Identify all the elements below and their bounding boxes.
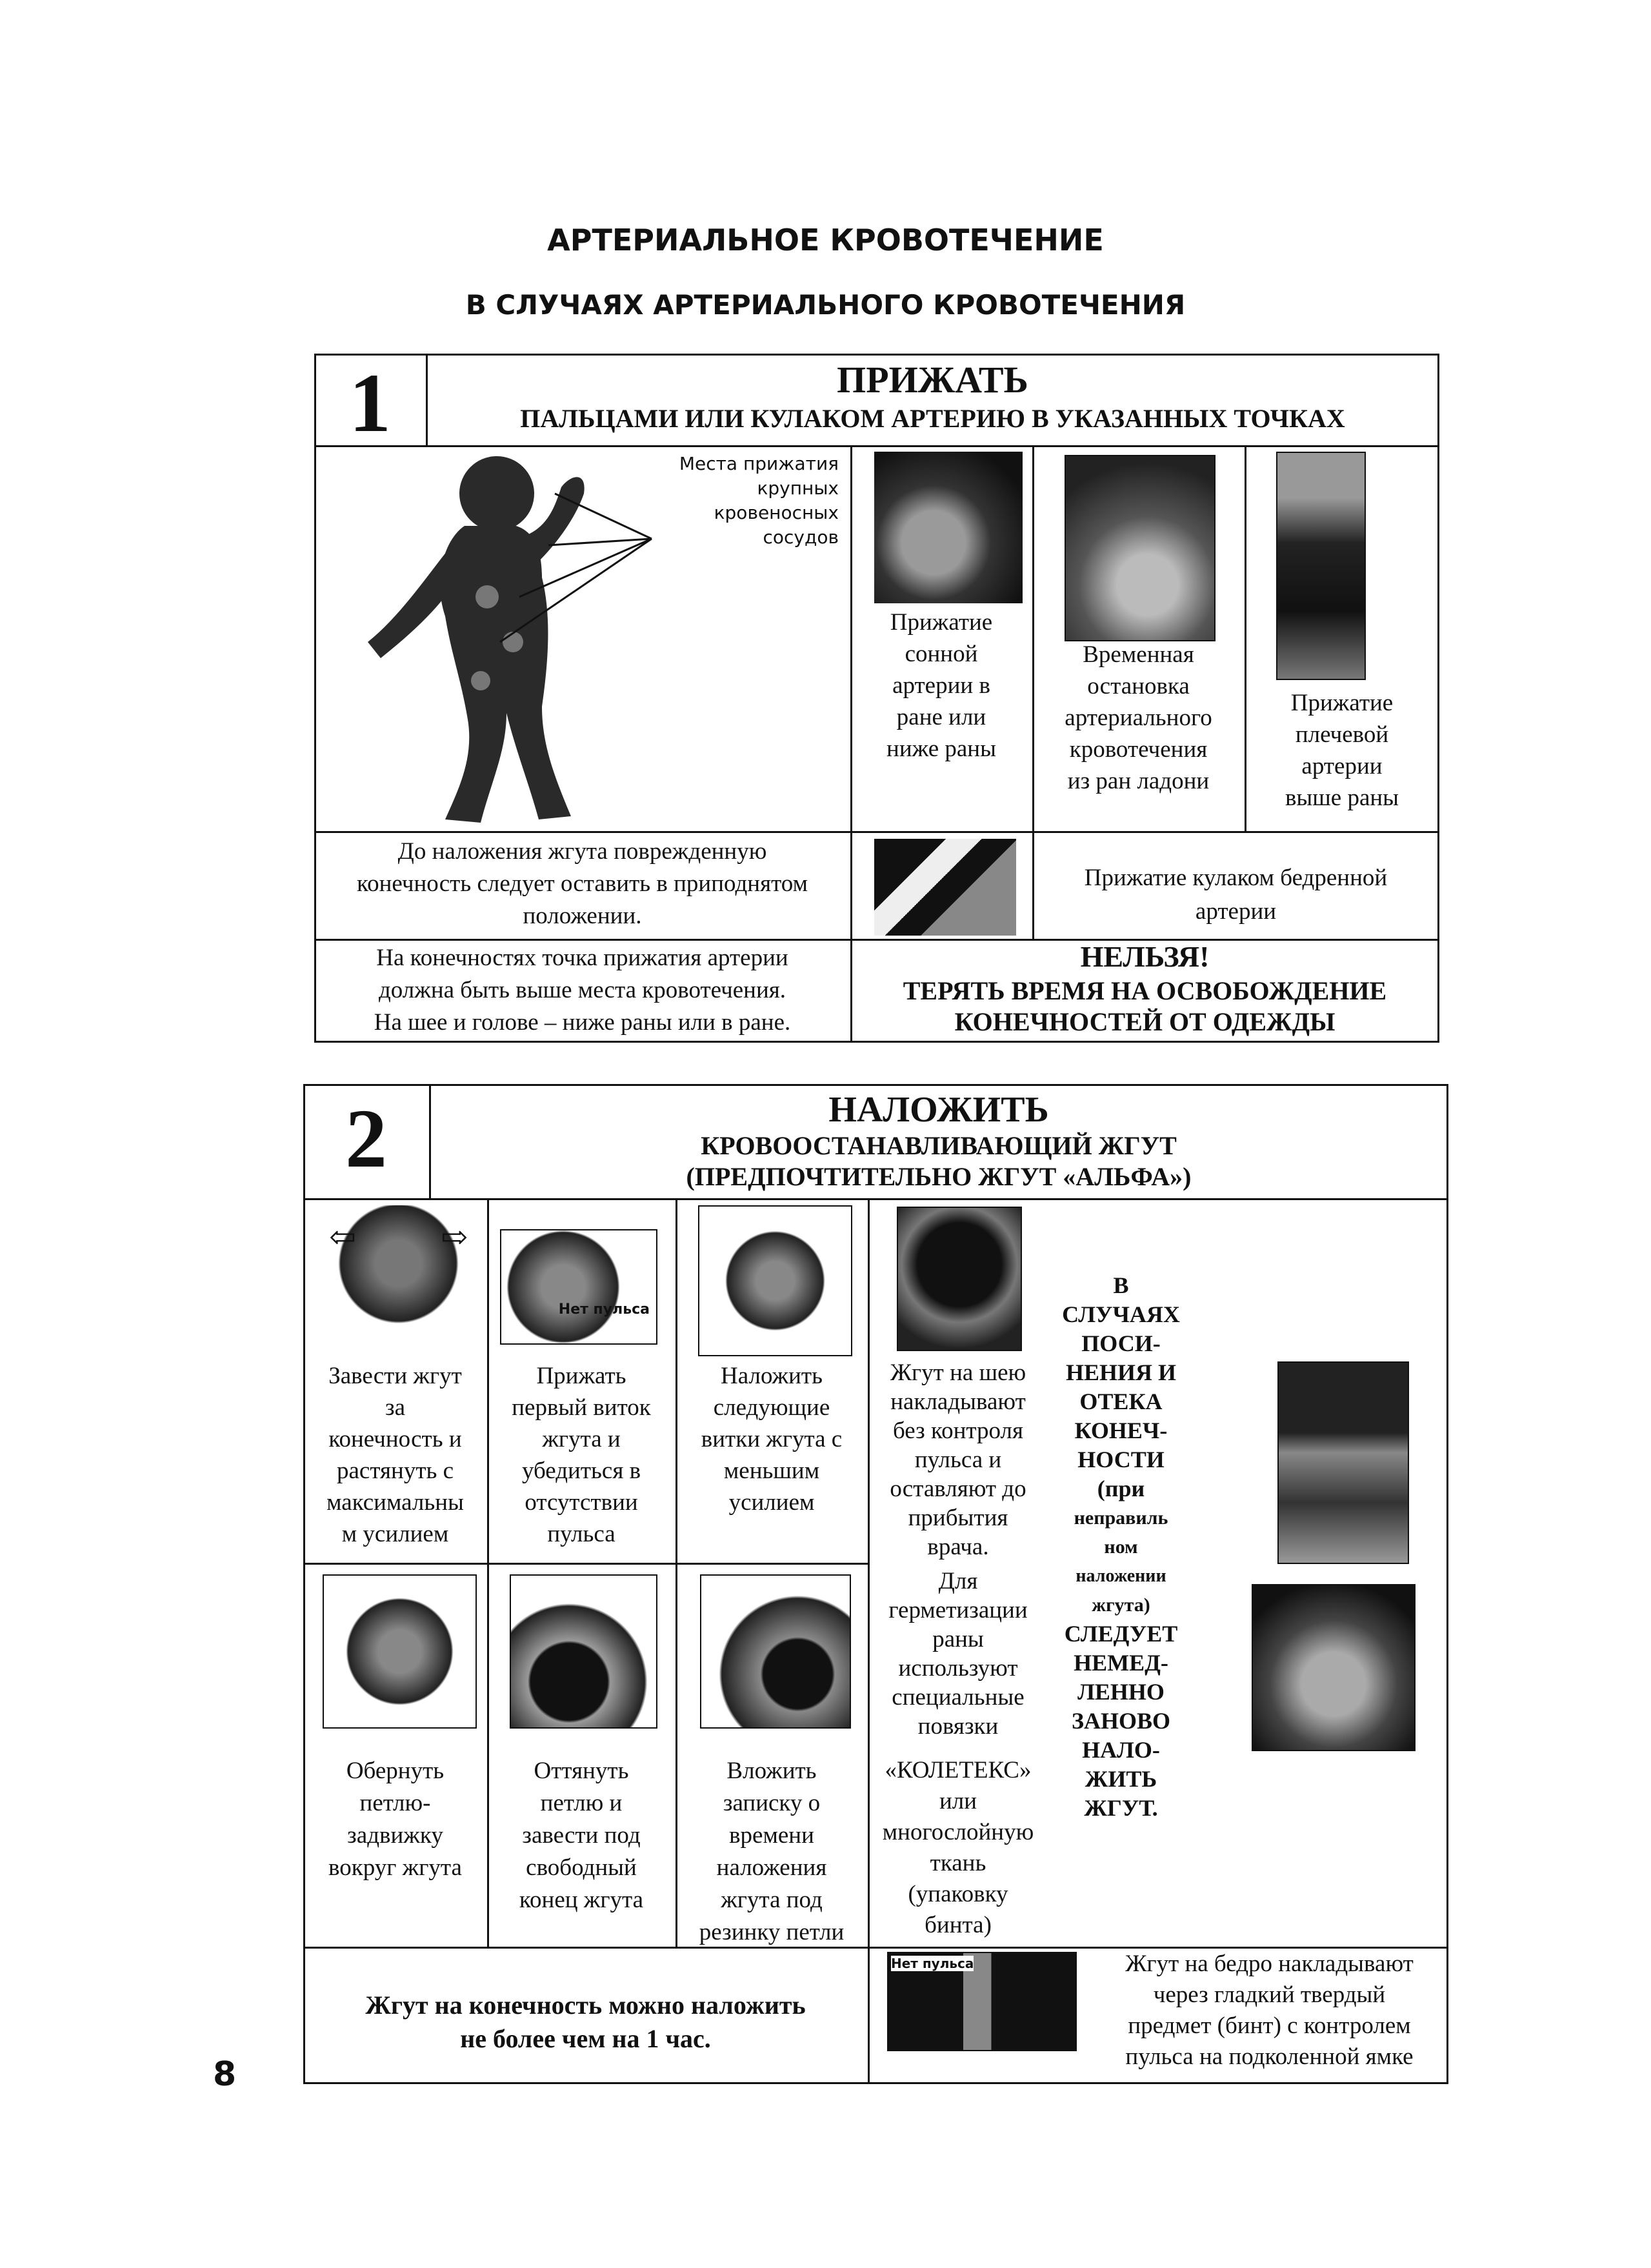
vessel-label-line: крупных [757,477,839,499]
caption-line: петлю и [540,1790,623,1816]
caption-line: Прижатие [890,609,993,636]
palm-wound-photo [1065,455,1216,641]
caption-line: вокруг жгута [328,1854,462,1881]
reapplied-tourniquet-photo [1252,1584,1416,1751]
caption-line: задвижку [347,1822,443,1849]
note-line: КОНЕЧ- [1074,1418,1168,1443]
reapply-warning-note [1048,1271,1194,1823]
carotid-compression-photo [874,452,1023,603]
section-1-heading: ПРИЖАТЬ [837,359,1028,401]
caption-line: Прижать [536,1363,626,1389]
caption-line: ткань [930,1850,986,1876]
note-line: До наложения жгута поврежденную [397,838,767,865]
compression-point-note [314,942,850,1039]
caption-line: или [939,1788,977,1814]
note-line: жгута) [1092,1594,1150,1616]
note-line: СЛУЧАЯХ [1062,1301,1180,1327]
thigh-tourniquet-photo [887,1952,1077,2051]
caption-line: плечевой [1295,721,1389,748]
warning-title: НЕЛЬЗЯ! [1080,940,1210,973]
caption-line: Прижатие [1290,690,1394,716]
caption-line: жгута и [542,1426,621,1452]
caption-line: используют [898,1655,1018,1681]
caption-line: врача. [927,1534,989,1560]
vessel-label-line: сосудов [763,527,839,548]
caption-line: «КОЛЕТЕКС» [885,1757,1032,1783]
note-line: предмет (бинт) с контролем [1128,2012,1411,2039]
caption-line: пульса и [914,1447,1002,1473]
note-line: НЕНИЯ И [1065,1360,1177,1385]
section-2-subheading-alpha: (ПРЕДПОЧТИТЕЛЬНО ЖГУТ «АЛЬФА») [686,1162,1192,1191]
caption-line: прибытия [908,1505,1008,1531]
caption-line: артерии в [892,672,990,699]
first-turn-photo [500,1229,657,1345]
arrow-right-icon: ⇨ [441,1219,468,1255]
note-line: через гладкий твердый [1153,1982,1386,2008]
caption-line: бинта) [925,1912,992,1938]
caption-line: Вложить [726,1758,817,1784]
note-line: наложении [1076,1566,1166,1586]
note-line: ЖИТЬ [1085,1766,1157,1792]
page-number: 8 [213,2055,237,2094]
step-pull-loop-caption [487,1755,675,1916]
caption-line: ниже раны [886,736,996,762]
caption-line: усилием [728,1489,815,1516]
note-line: ПОСИ- [1081,1330,1161,1356]
section-2-heading: НАЛОЖИТЬ [828,1090,1049,1130]
caption-line: Оттянуть [534,1758,629,1784]
caption-line: м усилием [341,1521,449,1547]
step-time-note-caption [675,1755,868,1949]
caption-line: конечность и [328,1426,462,1452]
vessel-label-line: кровеносных [714,502,839,523]
caption-line: артериального [1065,705,1212,731]
vessel-label-line: Места прижатия [679,453,839,474]
note-line: СЛЕДУЕТ [1064,1621,1178,1647]
caption-line: артерии [1195,898,1277,925]
arrow-left-icon: ⇦ [329,1219,356,1255]
caption-line: кровотечения [1069,736,1208,763]
note-line: НОСТИ [1077,1447,1165,1472]
note-line: (при [1097,1476,1145,1501]
note-line: ЖГУТ. [1084,1795,1158,1821]
section-1-subheading: ПАЛЬЦАМИ ИЛИ КУЛАКОМ АРТЕРИЮ В УКАЗАННЫХ ТОЧКАХ [520,404,1345,433]
caption-line: пульса [547,1521,615,1547]
note-line: На шее и голове – ниже раны или в ране. [374,1009,791,1036]
section-1-number: 1 [349,357,391,450]
femoral-compression-photo [874,839,1016,936]
caption-line: специальные [892,1684,1025,1711]
caption-line: записку о [723,1790,821,1816]
carotid-caption [850,607,1032,765]
caption-line: Временная [1083,641,1194,668]
caption-line: раны [932,1626,984,1652]
caption-line: оставляют до [890,1476,1026,1502]
loop-latch-photo [323,1574,477,1729]
note-line: пульса на подколенной ямке [1125,2043,1414,2070]
step-press-caption [487,1360,675,1550]
palm-caption [1032,639,1245,797]
caption-line: сонной [905,641,978,667]
vessel-points-label [606,452,839,550]
caption-line: герметизации [888,1597,1028,1623]
caption-line: времени [729,1822,814,1849]
neck-tourniquet-photo [897,1207,1022,1351]
caption-line: отсутствии [525,1489,638,1516]
pull-loop-photo [510,1574,657,1729]
brachial-caption [1245,687,1439,814]
caption-line: выше раны [1285,785,1399,811]
caption-line: Прижатие кулаком бедренной [1084,865,1388,891]
caption-line: артерии [1301,753,1383,779]
caption-line: растянуть с [336,1458,454,1484]
warning-text [850,976,1439,1038]
raise-limb-note [314,836,850,932]
caption-line: максимальны [326,1489,464,1516]
page-subtitle: В СЛУЧАЯХ АРТЕРИАЛЬНОГО КРОВОТЕЧЕНИЯ [465,289,1186,321]
note-line: ном [1104,1536,1138,1558]
note-line: ЛЕННО [1077,1679,1165,1705]
femoral-caption [1032,861,1439,928]
wrap-tourniquet-photo [323,1205,474,1350]
note-line: положении. [523,903,642,929]
neck-material-note [868,1755,1048,1941]
note-line: не более чем на 1 час. [460,2024,711,2053]
caption-line: Обернуть [346,1758,445,1784]
time-note-photo [700,1574,851,1729]
caption-line: многослойную [882,1819,1034,1845]
caption-line: витки жгута с [701,1426,843,1452]
note-line: ЗАНОВО [1071,1708,1171,1734]
caption-line: накладывают [890,1389,1026,1415]
neck-note [868,1358,1048,1561]
warning-line: КОНЕЧНОСТЕЙ ОТ ОДЕЖДЫ [954,1007,1336,1036]
note-line: В [1113,1272,1129,1298]
note-line: Жгут на конечность можно наложить [365,1991,806,2020]
caption-line: Наложить [721,1363,823,1389]
time-limit-note [303,1989,868,2056]
swollen-limb-photo [1277,1361,1409,1564]
caption-line: петлю- [359,1790,431,1816]
next-turns-photo [698,1205,852,1356]
note-line: ОТЕКА [1079,1389,1163,1414]
caption-line: резинку петли [699,1919,845,1945]
caption-line: из ран ладони [1067,768,1210,794]
caption-line: убедиться в [521,1458,641,1484]
note-line: На конечностях точка прижатия артерии [376,945,788,971]
section-2-subheading: КРОВООСТАНАВЛИВАЮЩИЙ ЖГУТ [701,1131,1177,1160]
note-line: НАЛО- [1082,1737,1160,1763]
caption-line: за [385,1394,406,1421]
caption-line: (упаковку [908,1881,1008,1907]
note-line: НЕМЕД- [1074,1650,1168,1676]
note-line: неправиль [1074,1507,1168,1529]
neck-seal-note [868,1567,1048,1741]
step-latch-caption [303,1755,487,1884]
caption-line: повязки [917,1713,999,1740]
caption-line: Для [938,1568,978,1594]
note-line: Жгут на бедро накладывают [1125,1951,1414,1977]
caption-line: следующие [713,1394,830,1421]
brachial-compression-photo [1276,452,1366,680]
page-title: АРТЕРИАЛЬНОЕ КРОВОТЕЧЕНИЕ [547,223,1104,257]
thigh-note [1090,1949,1448,2072]
caption-line: свободный [526,1854,637,1881]
caption-line: без контроля [892,1418,1024,1444]
caption-line: остановка [1087,673,1190,699]
caption-line: первый виток [512,1394,651,1421]
caption-line: Жгут на шею [890,1360,1026,1386]
step-wrap-caption [303,1360,487,1550]
caption-line: конец жгута [519,1887,644,1913]
no-pulse-label: Нет пульса [891,1956,974,1971]
caption-line: Завести жгут [328,1363,462,1389]
no-pulse-label: Нет пульса [558,1301,650,1318]
note-line: должна быть выше места кровотечения. [378,977,786,1003]
section-2-number: 2 [345,1092,387,1185]
caption-line: жгута под [721,1887,823,1913]
caption-line: ране или [896,704,986,730]
caption-line: меньшим [723,1458,820,1484]
note-line: конечность следует оставить в приподнятом [357,870,808,897]
caption-line: завести под [522,1822,641,1849]
step-next-turns-caption [675,1360,868,1518]
caption-line: наложения [716,1854,827,1881]
warning-line: ТЕРЯТЬ ВРЕМЯ НА ОСВОБОЖДЕНИЕ [903,976,1387,1005]
